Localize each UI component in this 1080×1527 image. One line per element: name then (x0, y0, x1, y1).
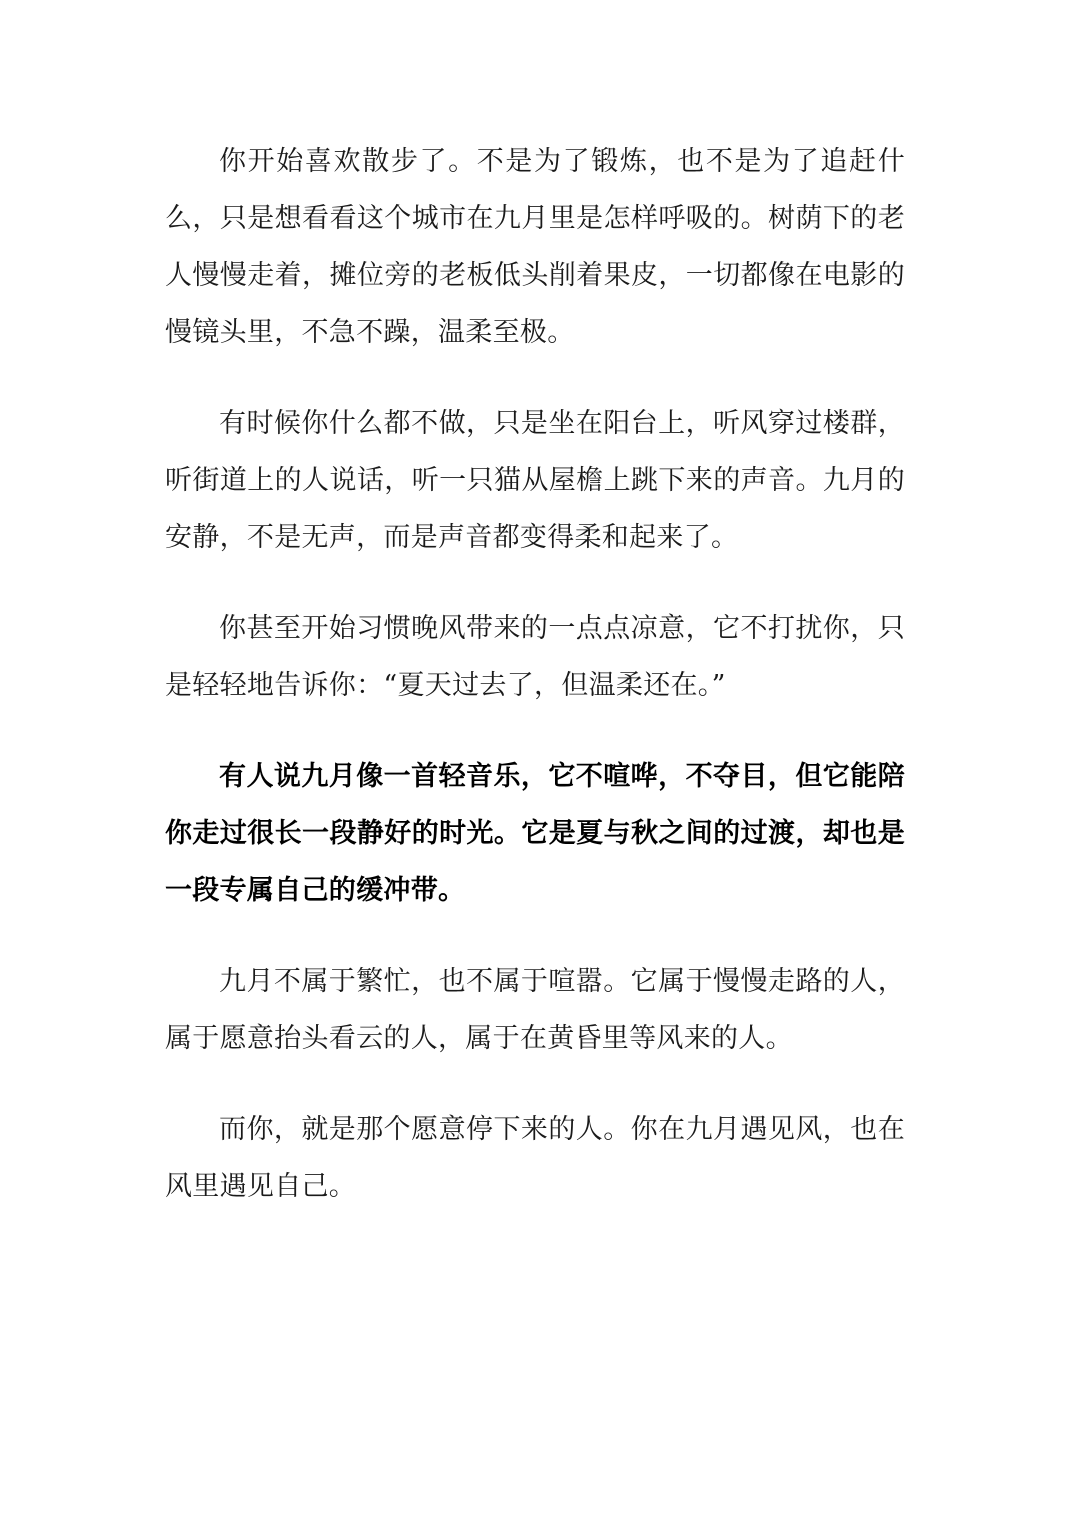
paragraph-meet-yourself: 而你，就是那个愿意停下来的人。你在九月遇见风，也在风里遇见自己。 (165, 1114, 905, 1202)
paragraph-balcony: 有时候你什么都不做，只是坐在阳台上，听风穿过楼群，听街道上的人说话，听一只猫从屋檐上跳下来的声音。九月的安静，不是无声，而是声音都变得柔和起来了。 (165, 408, 905, 553)
article-body (165, 133, 905, 1249)
paragraph-evening-breeze: 你甚至开始习惯晚风带来的一点点凉意，它不打扰你，只是轻轻地告诉你：“夏天过去了，但温柔还在。” (165, 613, 905, 701)
paragraph-light-music: 有人说九月像一首轻音乐，它不喧哗，不夺目，但它能陪你走过很长一段静好的时光。它是夏与秋之间的过渡，却也是一段专属自己的缓冲带。 (165, 761, 905, 906)
paragraph-walking: 你开始喜欢散步了。不是为了锻炼，也不是为了追赶什么，只是想看看这个城市在九月里是怎样呼吸的。树荫下的老人慢慢走着，摊位旁的老板低头削着果皮，一切都像在电影的慢镜头里，不急不躁，温柔至极。 (165, 146, 905, 348)
paragraph-september-belongs: 九月不属于繁忙，也不属于喧嚣。它属于慢慢走路的人，属于愿意抬头看云的人，属于在黄昏里等风来的人。 (165, 966, 905, 1054)
